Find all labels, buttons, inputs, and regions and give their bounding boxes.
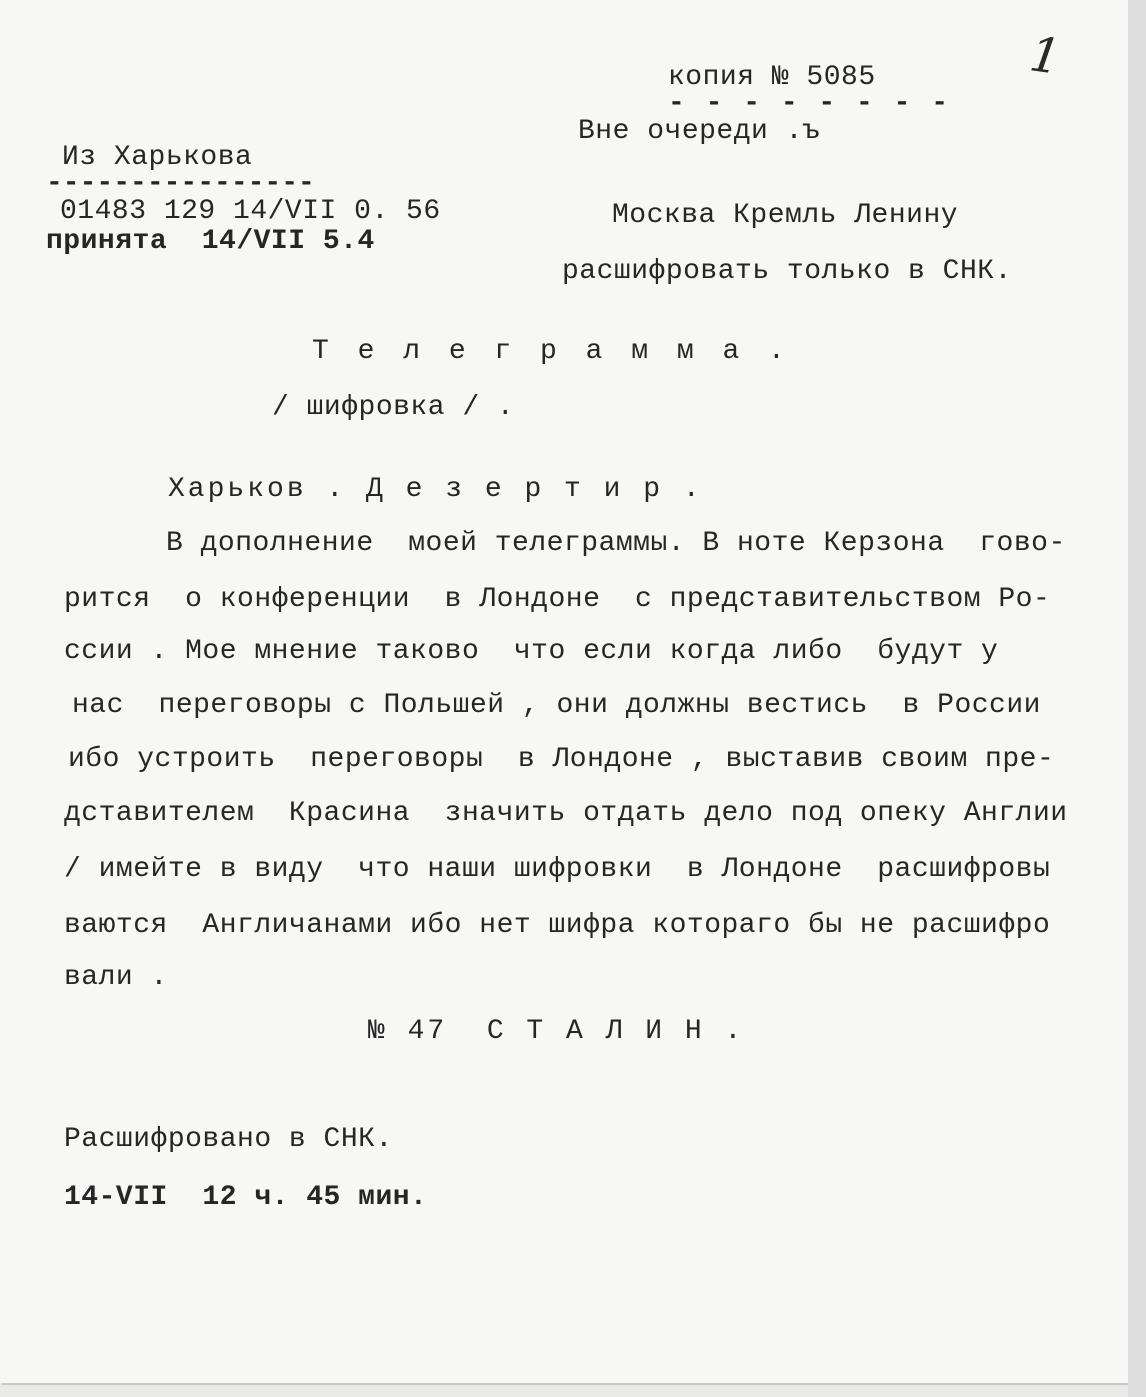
origin-underline: ---------------- bbox=[46, 168, 315, 199]
copy-number: копия № 5085 bbox=[668, 62, 876, 93]
signature: № 47 С Т А Л И Н . bbox=[368, 1016, 745, 1047]
handwritten-page-number: 1 bbox=[1026, 26, 1065, 86]
addressee: Москва Кремль Ленину bbox=[612, 200, 959, 231]
body-line: ваются Англичанами ибо нет шифра котораго бы не расшифро bbox=[64, 910, 1051, 941]
body-line: ссии . Мое мнение таково что если когда либо будут у bbox=[64, 636, 999, 667]
priority-mark: Вне очереди .ъ bbox=[578, 116, 821, 147]
telegraph-meta: 01483 129 14/VII 0. 56 bbox=[60, 196, 441, 227]
scan-edge bbox=[1128, 0, 1146, 1397]
body-line: рится о конференции в Лондоне с представительством Ро- bbox=[64, 584, 1051, 615]
deciphered-time: 14-VII 12 ч. 45 мин. bbox=[64, 1182, 428, 1213]
received-mark: принята 14/VII 5.4 bbox=[46, 226, 375, 257]
document-subtype: / шифровка / . bbox=[272, 392, 515, 423]
decipher-instruction: расшифровать только в СНК. bbox=[562, 256, 1012, 287]
body-line: дставителем Красина значить отдать дело под опеку Англии bbox=[64, 798, 1068, 829]
salutation: Харьков . Д е з е р т и р . bbox=[168, 474, 703, 505]
document-type: Т е л е г р а м м а . bbox=[312, 336, 791, 367]
body-line: / имейте в виду что наши шифровки в Лондоне расшифровы bbox=[64, 854, 1051, 885]
copy-number-underline: - - - - - - - - bbox=[668, 88, 951, 119]
origin-city: Из Харькова bbox=[62, 142, 253, 173]
body-line: вали . bbox=[64, 962, 168, 993]
body-line: нас переговоры с Польшей , они должны вестись в России bbox=[72, 690, 1041, 721]
deciphered-note: Расшифровано в СНК. bbox=[64, 1124, 393, 1155]
body-line: ибо устроить переговоры в Лондоне , выставив своим пре- bbox=[68, 744, 1055, 775]
body-line: В дополнение моей телеграммы. В ноте Керзона гово- bbox=[166, 528, 1066, 559]
